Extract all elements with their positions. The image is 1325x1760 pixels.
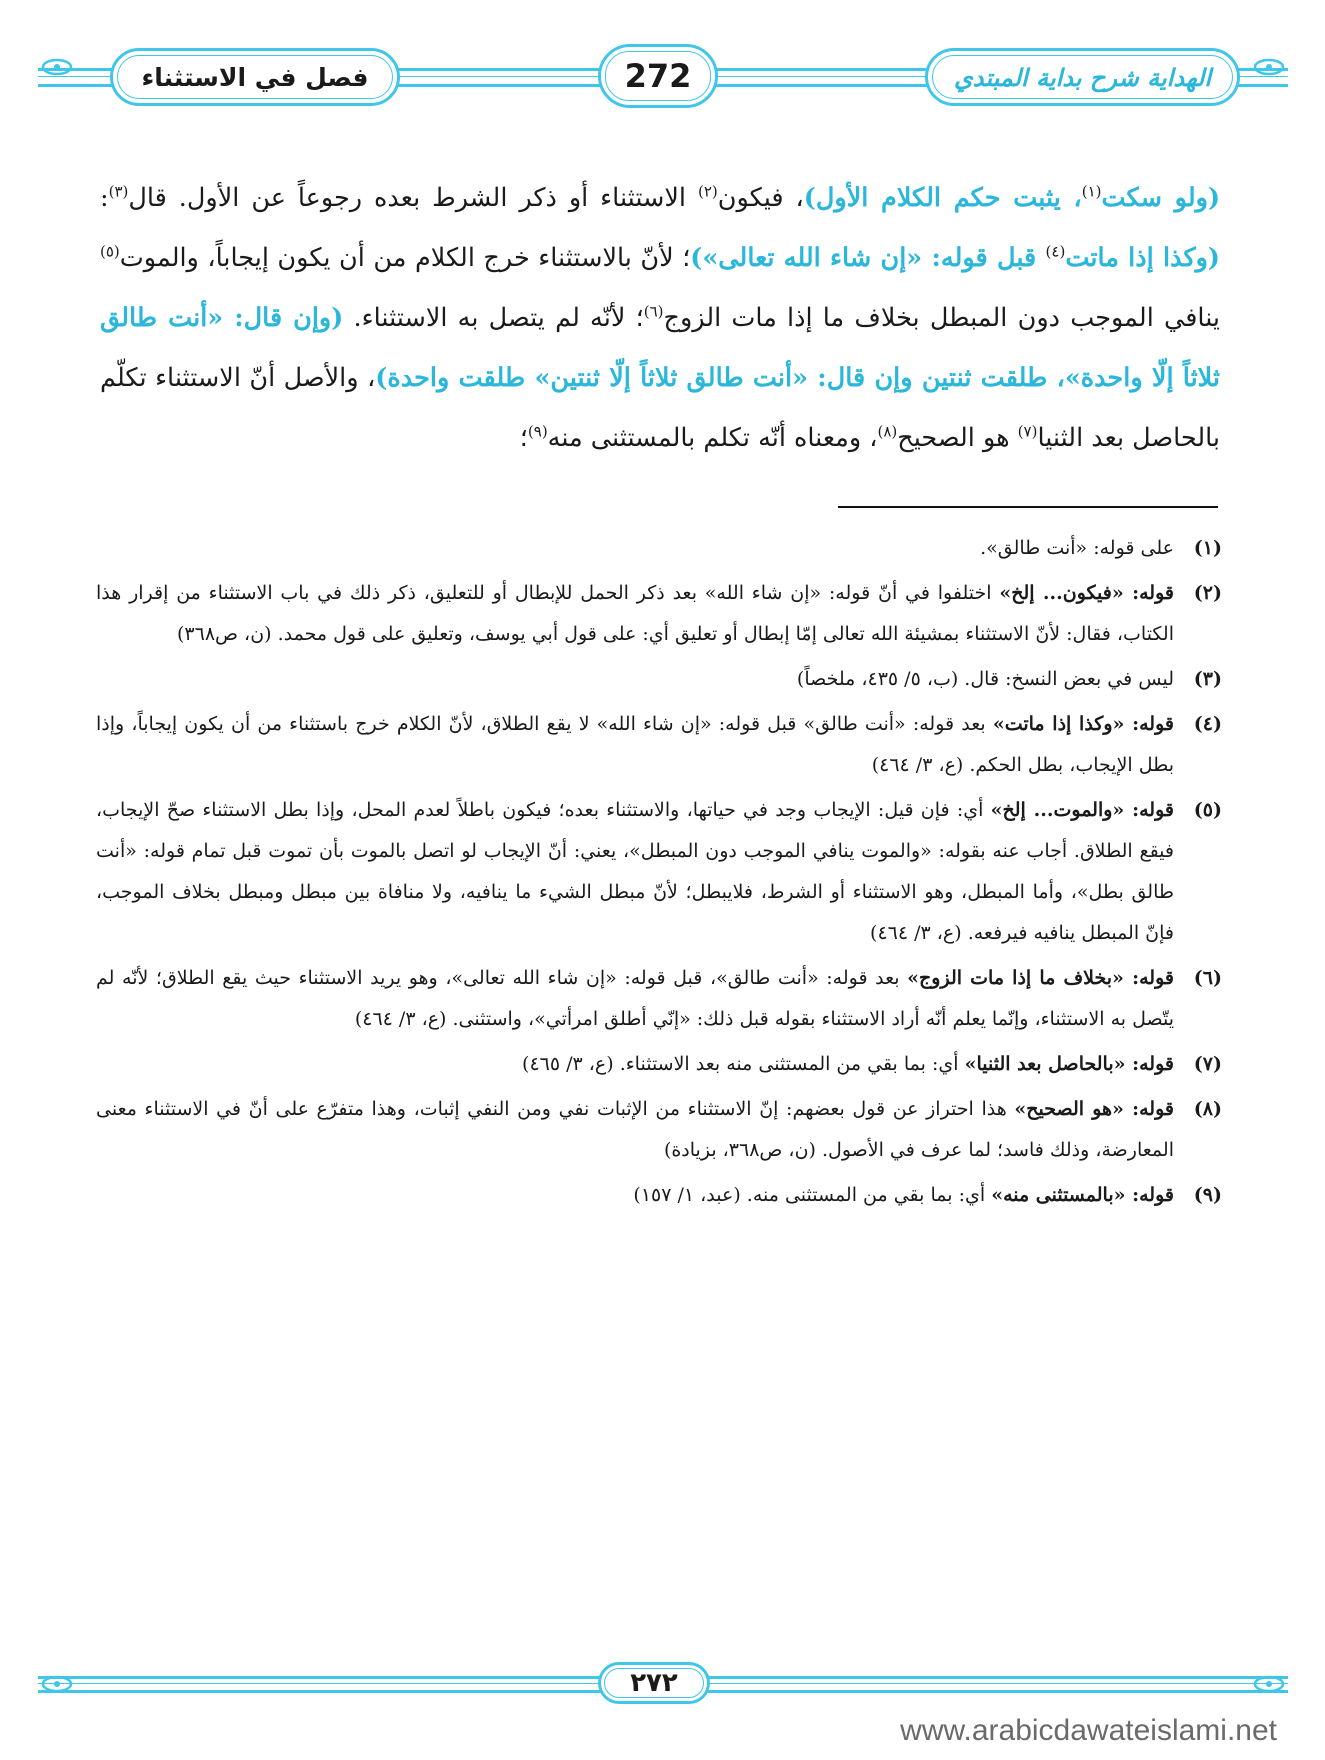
sharh-text: ، ومعناه أنّه تكلم بالمستثنى منه bbox=[547, 423, 878, 453]
footnotes bbox=[96, 528, 1222, 1220]
page-number: 272 bbox=[624, 57, 692, 95]
chapter-title: فصل في الاستثناء bbox=[141, 62, 369, 92]
footer-page-number: ٢٧٢ bbox=[630, 1668, 678, 1698]
footer-right-ornament-icon bbox=[1252, 1674, 1286, 1694]
page-number-box bbox=[598, 44, 718, 108]
sharh-text: ؛ لأنّ بالاستثناء خرج الكلام من أن يكون إيجاباً، والموت bbox=[119, 243, 691, 273]
book-title: الهداية شرح بداية المبتدي bbox=[954, 62, 1211, 92]
footnote-ref: (٢) bbox=[697, 182, 718, 201]
chapter-title-box bbox=[110, 48, 400, 106]
footnote-number: (٨) bbox=[1193, 1098, 1222, 1120]
footnote-lemma: قوله: «وكذا إذا ماتت» bbox=[992, 713, 1174, 735]
footnote-number: (١) bbox=[1193, 537, 1222, 559]
footnote-number: (٥) bbox=[1193, 799, 1222, 821]
footer-page-number-box bbox=[598, 1662, 710, 1704]
sharh-text: ينافي الموجب دون المبطل بخلاف ما إذا مات الزوج bbox=[663, 303, 1220, 333]
header-right-ornament-icon bbox=[1252, 57, 1286, 77]
footnote-ref: (٥) bbox=[100, 242, 120, 261]
sharh-text: ؛ bbox=[519, 423, 528, 453]
footnote-ref: (٨) bbox=[877, 422, 898, 441]
footnote-1 bbox=[96, 528, 1222, 569]
footer-left-ornament-icon bbox=[40, 1674, 74, 1694]
sharh-text: الاستثناء أو ذكر الشرط بعده رجوعاً عن الأول. قال bbox=[128, 183, 698, 213]
footnote-7 bbox=[96, 1044, 1222, 1085]
matn-text: ، يثبت حكم الكلام الأول) bbox=[803, 183, 1082, 213]
footnote-3 bbox=[96, 659, 1222, 700]
footnote-lemma: قوله: «هو الصحيح» bbox=[1014, 1098, 1174, 1120]
sharh-text: ، فيكون bbox=[717, 183, 804, 213]
footnote-lemma: قوله: «والموت... إلخ» bbox=[990, 799, 1174, 821]
website-url[interactable]: www.arabicdawateislami.net bbox=[900, 1714, 1277, 1747]
footnote-lemma: قوله: «بخلاف ما إذا مات الزوج» bbox=[907, 967, 1174, 989]
footnote-text: على قوله: «أنت طالق». bbox=[980, 537, 1174, 559]
matn-text: (وكذا إذا ماتت bbox=[1065, 243, 1220, 273]
sharh-text: : bbox=[100, 183, 109, 213]
footnote-number: (٤) bbox=[1193, 713, 1222, 735]
footnote-text: هذا احتراز عن قول بعضهم: إنّ الاستثناء من الإثبات نفي ومن النفي إثبات، وهذا متفرّع على أنّ في الاستثناء معنى المعارضة، وذلك فاسد؛ لما عرف في الأصول. (ن، ص٣٦٨، بزيادة) bbox=[96, 1098, 1174, 1161]
footnote-separator bbox=[838, 506, 1218, 508]
footnote-ref: (٣) bbox=[108, 182, 129, 201]
main-text bbox=[100, 168, 1220, 468]
footnote-text: اختلفوا في أنّ قوله: «إن شاء الله» بعد ذكر الحمل للإبطال أو للتعليق، ذكر ذلك في باب الاستثناء من إقرار هذا الكتاب، فقال: لأنّ الاستثناء بمشيئة الله تعالى إمّا إبطال أو تعليق أي: على قول أبي يوسف، وتعليق على قول محمد. (ن، ص٣٦٨) bbox=[96, 582, 1174, 645]
matn-text: قبل قوله: «إن شاء الله تعالى») bbox=[690, 243, 1046, 273]
footnote-number: (٩) bbox=[1193, 1184, 1222, 1206]
footnote-lemma: قوله: «فيكون... إلخ» bbox=[999, 582, 1174, 604]
footnote-2 bbox=[96, 573, 1222, 655]
footnote-ref: (٩) bbox=[527, 422, 548, 441]
footnote-number: (٣) bbox=[1193, 668, 1222, 690]
footnote-text: ليس في بعض النسخ: قال. (ب، ٥/ ٤٣٥، ملخصاً) bbox=[796, 668, 1174, 690]
footnote-ref: (٧) bbox=[1017, 422, 1038, 441]
footnote-8 bbox=[96, 1089, 1222, 1171]
footnote-6 bbox=[96, 958, 1222, 1040]
footnote-number: (٦) bbox=[1193, 967, 1222, 989]
footnote-ref: (١) bbox=[1081, 182, 1102, 201]
footnote-5 bbox=[96, 790, 1222, 954]
main-paragraph bbox=[100, 168, 1220, 468]
footnote-lemma: قوله: «بالحاصل بعد الثنيا» bbox=[964, 1053, 1174, 1075]
sharh-text: هو الصحيح bbox=[897, 423, 1018, 453]
sharh-text: ، والأصل أنّ الاستثناء تكلّم بالحاصل بعد الثنيا bbox=[100, 363, 1220, 453]
matn-text: (وإن قال: «أنت طالق ثلاثاً إلّا واحدة»، طلقت ثنتين وإن قال: «أنت طالق ثلاثاً إلّا ثنتين» طلقت واحدة) bbox=[100, 303, 1220, 393]
sharh-text: ؛ لأنّه لم يتصل به الاستثناء. bbox=[343, 303, 644, 333]
footnote-ref: (٦) bbox=[643, 302, 664, 321]
footnote-number: (٢) bbox=[1193, 582, 1222, 604]
footnote-number: (٧) bbox=[1193, 1053, 1222, 1075]
footnote-ref: (٤) bbox=[1045, 242, 1066, 261]
footnote-4 bbox=[96, 704, 1222, 786]
footnote-text: بعد قوله: «أنت طالق» قبل قوله: «إن شاء الله» لا يقع الطلاق، لأنّ الكلام خرج باستثناء من أن يكون إيجاباً، وإذا بطل الإيجاب، بطل الحكم. (ع، ٣/ ٤٦٤) bbox=[96, 713, 1174, 776]
footnote-text: أي: فإن قيل: الإيجاب وجد في حياتها، والاستثناء بعده؛ فيكون باطلاً لعدم المحل، وإذا بطل الاستثناء صحّ الإيجاب، فيقع الطلاق. أجاب عنه بقوله: «والموت ينافي الموجب دون المبطل»، يعني: أنّ الإيجاب لو اتصل بالموت بأن تموت قبل تمام قوله: «أنت طالق بطل»، وأما المبطل، وهو الاستثناء أو الشرط، فلايبطل؛ لأنّ مبطل الشيء ما ينافيه، ولا منافاة بين مبطل ومبطل بخلاف الموجب، فإنّ المبطل ينافيه فيرفعه. (ع، ٣/ ٤٦٤) bbox=[96, 799, 1174, 944]
footnote-text: بعد قوله: «أنت طالق»، قبل قوله: «إن شاء الله تعالى»، وهو يريد الاستثناء حيث يقع الطلاق؛ لأنّه لم يتّصل به الاستثناء، وإنّما يعلم أنّه أراد الاستثناء بقوله قبل ذلك: «إنّي أطلق امرأتي»، واستثنى. (ع، ٣/ ٤٦٤) bbox=[96, 967, 1174, 1030]
book-title-box bbox=[925, 48, 1240, 106]
footnote-lemma: قوله: «بالمستثنى منه» bbox=[991, 1184, 1174, 1206]
matn-text: (ولو سكت bbox=[1101, 183, 1221, 213]
header-left-ornament-icon bbox=[40, 57, 74, 77]
footnote-text: أي: بما بقي من المستثنى منه. (عبد، ١/ ١٥٧) bbox=[633, 1184, 992, 1206]
footnote-9 bbox=[96, 1175, 1222, 1216]
footnote-text: أي: بما بقي من المستثنى منه بعد الاستثناء. (ع، ٣/ ٤٦٥) bbox=[522, 1053, 965, 1075]
